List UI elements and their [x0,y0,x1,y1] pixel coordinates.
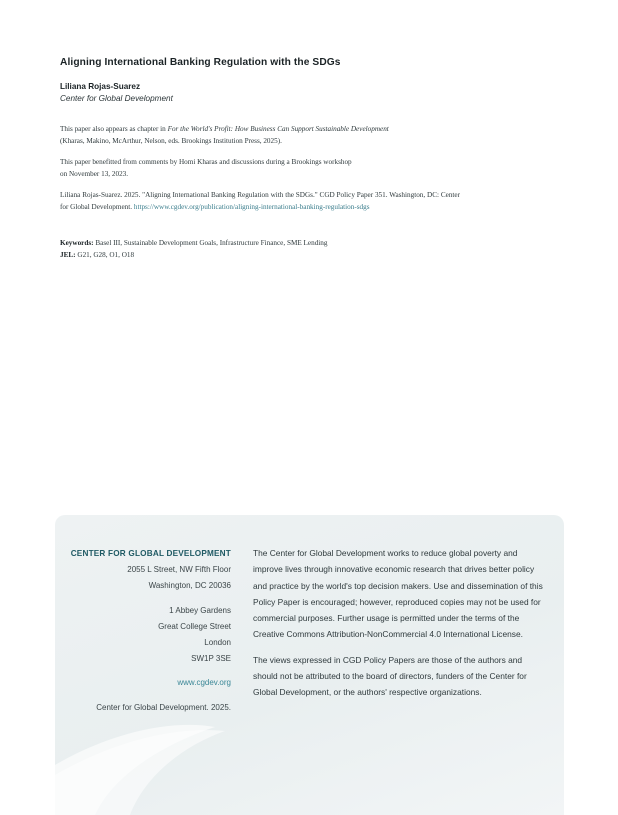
jel-value: G21, G28, O1, O18 [77,251,135,259]
citation [60,190,460,213]
chapter-book-title: For the World's Profit: How Business Can Support Sustainable Development [167,125,389,133]
address-dc-line-2: Washington, DC 20036 [148,581,231,591]
jel-label: JEL: [60,251,76,259]
address-london-line-3: London [204,638,231,648]
website-link[interactable]: www.cgdev.org [177,678,231,688]
license-text: The Center for Global Development works to reduce global poverty and improve lives through innovative economic research that drives better policy and practice by the world's top decision makers. Use and dissemination of this Policy Paper is encouraged; however, reproduced copies may not be used for commercial purposes. Further usage is permitted under the terms of the Creative Commons Attribution-NonCommercial 4.0 International License. [253,548,543,640]
author-name: Liliana Rojas-Suarez [60,82,141,91]
contact-info [55,546,231,716]
citation-text: Liliana Rojas-Suarez. 2025. "Aligning International Banking Regulation with the SDGs." CGD Policy Paper 351. Washington, DC: Center for Global Development. [60,191,460,211]
chapter-note-prefix: This paper also appears as chapter in [60,125,168,133]
copyright: Center for Global Development. 2025. [96,702,231,712]
disclaimer-text: The views expressed in CGD Policy Papers are those of the authors and should not be attributed to the board of directors, funders of the Center for Global Development, or the authors' respective organizations. [253,654,527,698]
jel-codes [60,250,460,262]
author-affiliation: Center for Global Development [60,94,173,103]
address-london-line-1: 1 Abbey Gardens [169,605,231,615]
chapter-note [60,124,460,147]
acknowledgements-line-2: on November 13, 2023. [60,169,129,178]
keywords [60,238,460,250]
acknowledgements [60,157,460,180]
address-dc-line-1: 2055 L Street, NW Fifth Floor [127,565,231,575]
keywords-value: Basel III, Sustainable Development Goals, Infrastructure Finance, SME Lending [95,239,328,247]
acknowledgements-line-1: This paper benefitted from comments by Homi Kharas and discussions during a Brookings workshop [60,158,352,166]
address-london-line-4: SW1P 3SE [191,654,231,664]
citation-link[interactable]: https://www.cgdev.org/publication/aligning-international-banking-regulation-sdgs [133,202,370,211]
license-block [253,545,543,701]
keywords-label: Keywords: [60,239,94,247]
chapter-note-suffix: (Kharas, Makino, McArthur, Nelson, eds. Brookings Institution Press, 2025). [60,136,282,145]
org-name: CENTER FOR GLOBAL DEVELOPMENT [70,549,231,558]
footer-panel [55,515,564,815]
address-london-line-2: Great College Street [158,621,231,631]
paper-title: Aligning International Banking Regulation with the SDGs [60,57,341,68]
